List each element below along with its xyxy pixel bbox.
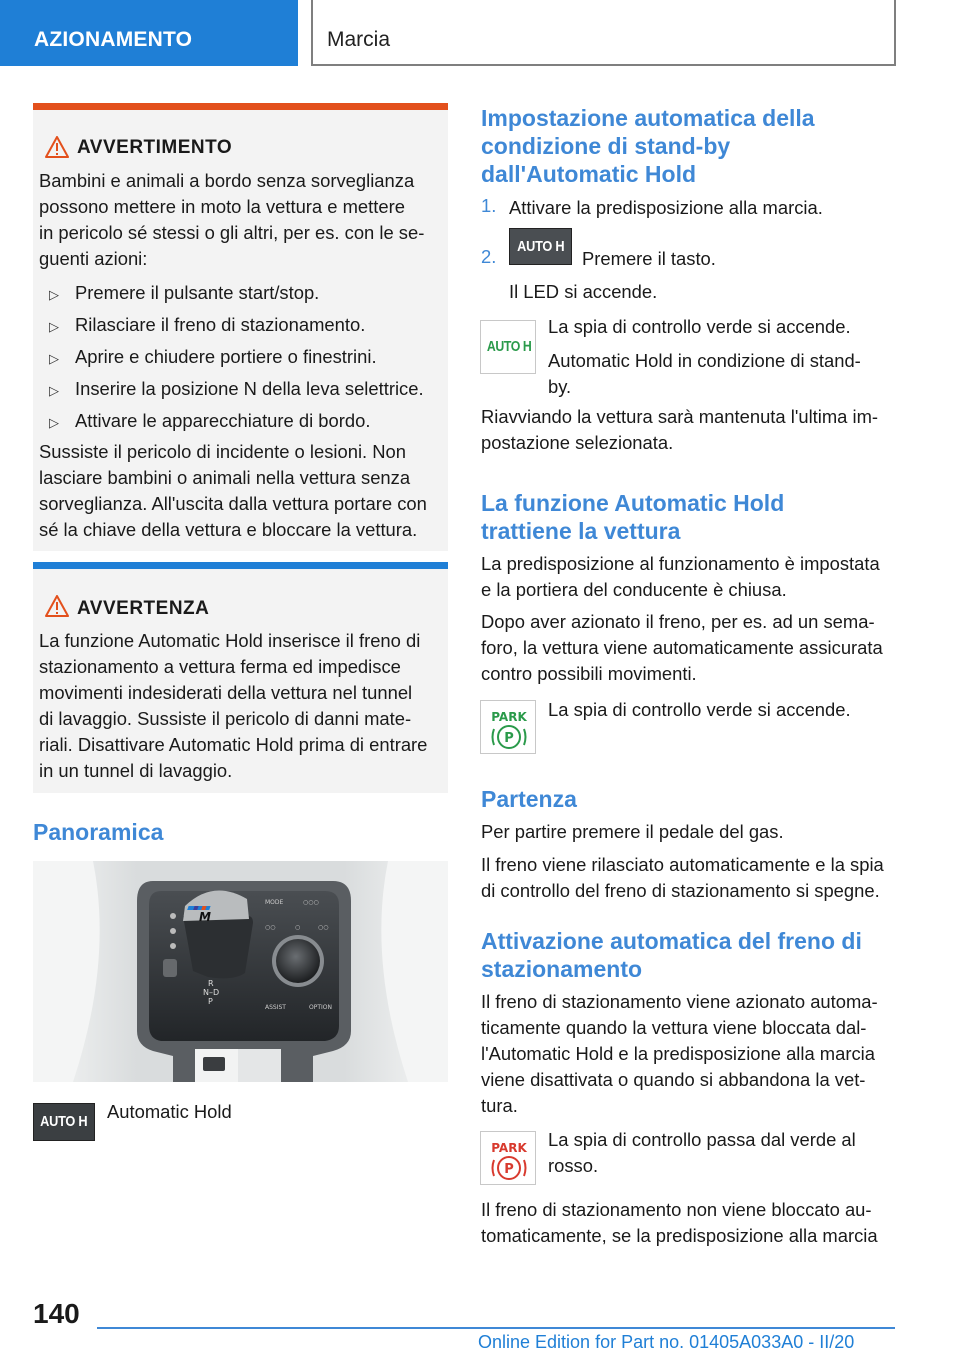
warning-outro: Sussiste il pericolo di incidente o lesioni. Non lasciare bambini o animali nella vettura senza sorveglianza. All'uscita dalla vettura portare con sé la chiave della vettura e bloccare la vettura. [39, 441, 427, 540]
svg-text:OPTION: OPTION [309, 1004, 332, 1011]
restart-text: Riavviando la vettura sarà mantenuta l'ultima im- postazione selezionata. [481, 406, 879, 453]
warning-triangle-icon [45, 595, 69, 617]
holds-paragraph-2: Dopo aver azionato il freno, per es. ad un sema- foro, la vettura viene automaticamente assicurata contro possibili movimenti. [481, 611, 883, 684]
svg-text:PARK: PARK [491, 710, 527, 724]
step-number: 2. [481, 246, 497, 267]
notice-title: AVVERTENZA [77, 598, 210, 619]
step-2-text: Premere il tasto. [582, 248, 716, 269]
step-number: 1. [481, 195, 497, 216]
park-green-indicator-icon [480, 700, 536, 754]
svg-text:P: P [504, 731, 514, 746]
center-console-illustration [33, 861, 448, 1082]
warning-bullet-list [39, 280, 439, 440]
auto-h-indicator-icon: AUTO H [480, 320, 536, 374]
list-item: ▷ Aprire e chiudere portiere o finestrini. [39, 344, 439, 376]
standby-heading: Impostazione automatica della condizione di stand-by dall'Automatic Hold [481, 105, 815, 187]
svg-text:○○○: ○○○ [303, 899, 319, 906]
list-item: ▷ Attivare le apparecchiature di bordo. [39, 408, 439, 440]
auto-h-button-icon: AUTO H [33, 1103, 95, 1141]
step-1-text: Attivare la predisposizione alla marcia. [509, 197, 823, 218]
footer-rule [97, 1327, 895, 1329]
svg-text:R: R [208, 979, 214, 988]
svg-text:P: P [208, 997, 213, 1006]
auto-h-button-icon: AUTO H [509, 228, 572, 265]
svg-text:○: ○ [295, 924, 301, 931]
svg-text:○○: ○○ [265, 924, 276, 931]
section-title: AZIONAMENTO [34, 28, 193, 51]
svg-text:ASSIST: ASSIST [265, 1004, 286, 1011]
online-edition-link[interactable]: Online Edition for Part no. 01405A033A0 - II/20 [478, 1332, 855, 1352]
chapter-title: Marcia [327, 28, 391, 51]
warning-intro: Bambini e animali a bordo senza sorveglianza possono mettere in moto la vettura e mettere in pericolo sé stessi o gli altri, per es. con le se- guenti azioni: [39, 170, 425, 269]
overview-heading: Panoramica [33, 819, 164, 845]
park-red-indicator-icon [480, 1131, 536, 1185]
svg-text:M: M [199, 910, 211, 924]
auto-park-heading: Attivazione automatica del freno di stazionamento [481, 928, 862, 982]
park-red-text: La spia di controllo passa dal verde al rosso. [548, 1129, 856, 1176]
park-green-text: La spia di controllo verde si accende. [548, 699, 851, 720]
warning-triangle-icon [45, 136, 69, 158]
svg-text:PARK: PARK [491, 1141, 527, 1155]
chapter-tab [311, 0, 896, 66]
warning-box [33, 103, 448, 551]
list-item: ▷ Premere il pulsante start/stop. [39, 280, 439, 312]
standby-state-text: Automatic Hold in condizione di stand- by. [548, 350, 861, 397]
auto-park-paragraph-2: Il freno di stazionamento non viene bloccato au- tomaticamente, se la predisposizione alla marcia [481, 1199, 878, 1246]
notice-box [33, 562, 448, 793]
holds-paragraph-1: La predisposizione al funzionamento è impostata e la portiera del conducente è chiusa. [481, 553, 880, 600]
bullet-triangle-icon: ▷ [49, 319, 59, 334]
auto-h-caption: Automatic Hold [107, 1101, 232, 1122]
start-paragraph-2: Il freno viene rilasciato automaticamente e la spia di controllo del freno di stazionamento si spegne. [481, 854, 884, 901]
bullet-triangle-icon: ▷ [49, 351, 59, 366]
bullet-triangle-icon: ▷ [49, 415, 59, 430]
auto-park-paragraph-1: Il freno di stazionamento viene azionato automa- ticamente quando la vettura viene bloccata dal- l'Automatic Hold e la predisposizione alla marcia viene disattivata o quando si abbandona la vet- tura. [481, 991, 878, 1116]
svg-text:N–D: N–D [203, 988, 220, 997]
section-tab [0, 0, 298, 66]
page-number: 140 [33, 1298, 80, 1329]
list-item: ▷ Rilasciare il freno di stazionamento. [39, 312, 439, 344]
list-item: ▷ Inserire la posizione N della leva selettrice. [39, 376, 439, 408]
svg-text:○○: ○○ [318, 924, 329, 931]
start-heading: Partenza [481, 786, 577, 812]
notice-text: La funzione Automatic Hold inserisce il freno di stazionamento a vettura ferma ed impedisce movimenti indesiderati della vettura nel tunnel di lavaggio. Sussiste il pericolo di danni mate- riali. Disattivare Automatic Hold prima di entrare in un tunnel di lavaggio. [39, 630, 428, 781]
led-text: Il LED si accende. [509, 281, 658, 302]
center-console-photo [33, 861, 448, 1082]
bullet-triangle-icon: ▷ [49, 383, 59, 398]
bullet-triangle-icon: ▷ [49, 287, 59, 302]
start-paragraph-1: Per partire premere il pedale del gas. [481, 821, 784, 842]
svg-text:MODE: MODE [265, 899, 284, 906]
warning-title: AVVERTIMENTO [77, 137, 233, 158]
holds-heading: La funzione Automatic Hold trattiene la vettura [481, 490, 785, 544]
svg-text:P: P [504, 1162, 514, 1177]
indicator-green-text: La spia di controllo verde si accende. [548, 316, 851, 337]
